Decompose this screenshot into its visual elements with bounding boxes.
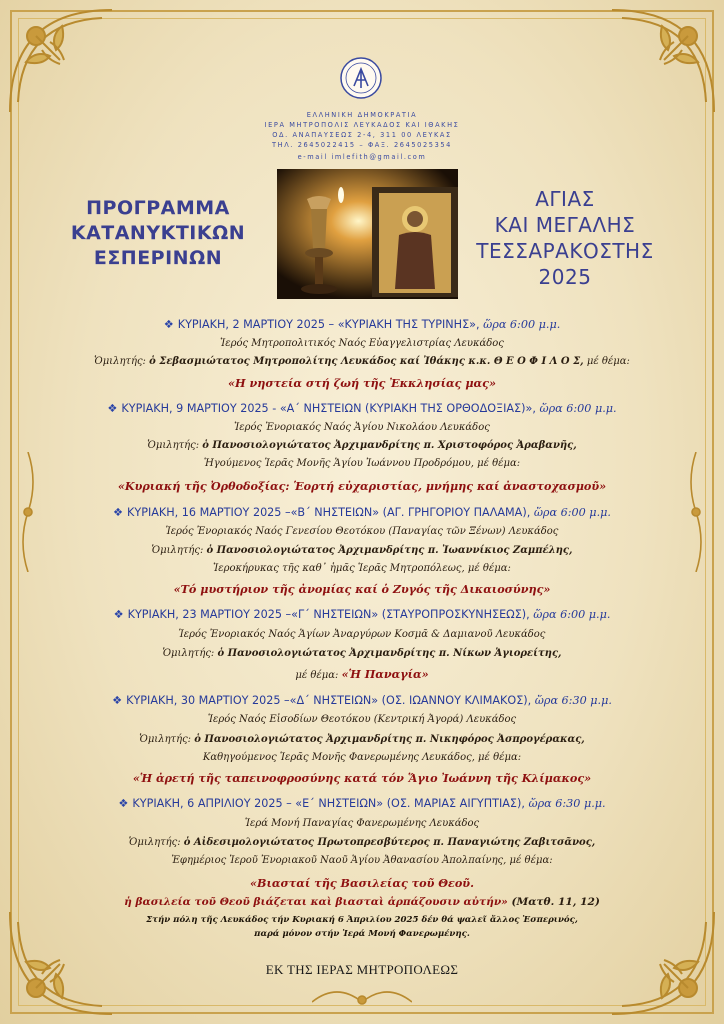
event-3-church: Ἱερός Ἐνοριακός Ναός Γενεσίου Θεοτόκου (Παναγίας τῶν Ξένων) Λευκάδος (165, 526, 559, 537)
event-4-heading (0, 608, 724, 621)
speaker-name: ὁ Πανοσιολογιώτατος Ἀρχιμανδρίτης π. Χριστοφόρος Ἀραβανῆς, (202, 440, 577, 451)
event-6-heading (0, 797, 724, 810)
event-time: ὥρα 6:30 μ.μ. (534, 694, 612, 707)
speaker-name: ὁ Πανοσιολογιώτατος Ἀρχιμανδρίτης π. Νίκων Ἁγιορείτης, (217, 648, 562, 659)
header-line-3: ΟΔ. ΑΝΑΠΑΥΣΕΩΣ 2-4, 311 00 ΛΕΥΚΑΣ (272, 131, 452, 139)
event-4-church: Ἱερός Ἐνοριακός Ναός Ἁγίων Ἀναργύρων Κοσμᾶ & Δαμιανοῦ Λευκάδος (178, 629, 546, 640)
event-3-speaker (0, 545, 724, 556)
event-6-speaker (0, 837, 724, 848)
title-right-line: ΚΑΙ ΜΕΓΑΛΗΣ (494, 213, 636, 237)
diamond-bullet-icon: ❖ (113, 506, 124, 519)
event-title: ΚΥΡΙΑΚΗ, 30 ΜΑΡΤΙΟΥ 2025 –«Δ΄ ΝΗΣΤΕΙΩΝ» (ΟΣ. ΙΩΑΝΝΟΥ ΚΛΙΜΑΚΟΣ), (126, 694, 532, 707)
event-time: ὥρα 6:00 μ.μ. (533, 608, 611, 621)
corner-ornament-top-right (602, 2, 722, 122)
metropolis-seal-logo (339, 56, 383, 100)
event-time: ὥρα 6:00 μ.μ. (539, 402, 617, 415)
speaker-prefix: Ὁμιλητής: (162, 648, 215, 659)
note-line-1: Στήν πόλη τῆς Λευκάδος τήν Κυριακή 6 Ἀπριλίου 2025 δέν θά ψαλεῖ ἄλλος Ἑσπερινός, (146, 915, 578, 925)
title-left-line: ΚΑΤΑΝΥΚΤΙΚΩΝ (70, 222, 246, 244)
diamond-bullet-icon: ❖ (163, 318, 174, 331)
theme-quote: ἡ βασιλεία τοῦ Θεοῦ βιάζεται καὶ βιασταὶ ἁρπάζουσιν αὐτήν» (124, 896, 508, 908)
event-title: ΚΥΡΙΑΚΗ, 6 ΑΠΡΙΛΙΟΥ 2025 – «Ε΄ ΝΗΣΤΕΙΩΝ» (ΟΣ. ΜΑΡΙΑΣ ΑΙΓΥΠΤΙΑΣ), (132, 797, 525, 810)
header-email[interactable]: e-mail imlefith@gmail.com (297, 153, 427, 161)
event-4-theme: «Ἡ Παναγία» (341, 667, 429, 681)
event-6-church: Ἱερά Μονή Παναγίας Φανερωμένης Λευκάδος (244, 818, 480, 829)
event-6-theme-quote (0, 896, 724, 908)
event-2-speaker (0, 440, 724, 451)
header-line-1: ΕΛΛΗΝΙΚΗ ΔΗΜΟΚΡΑΤΙΑ (306, 111, 418, 119)
event-2-church: Ἱερός Ἐνοριακός Ναός Ἁγίου Νικολάου Λευκάδος (234, 422, 490, 433)
title-right-line: 2025 (538, 265, 592, 289)
note-line-2: παρά μόνον στήν Ἱερά Μονή Φανερωμένης. (254, 929, 470, 939)
event-5-speaker-role: Καθηγούμενος Ἱερᾶς Μονῆς Φανερωμένης Λευκάδος, μέ θέμα: (202, 752, 522, 763)
speaker-prefix: Ὁμιλητής: (128, 837, 181, 848)
event-title: ΚΥΡΙΑΚΗ, 23 ΜΑΡΤΙΟΥ 2025 –«Γ΄ ΝΗΣΤΕΙΩΝ» (ΣΤΑΥΡΟΠΡΟΣΚΥΝΗΣΕΩΣ), (127, 608, 530, 621)
event-5-heading (0, 694, 724, 707)
theme-prefix: μέ θέμα: (295, 670, 339, 681)
header-line-4: ΤΗΛ. 2645022415 – ΦΑΞ. 2645025354 (272, 141, 452, 149)
title-right-line: ΤΕΣΣΑΡΑΚΟΣΤΗΣ (476, 239, 654, 263)
speaker-name: ὁ Αἰδεσιμολογιώτατος Πρωτοπρεσβύτερος π. Παναγιώτης Ζαβιτσᾶνος, (183, 837, 596, 848)
header-line-2: ΙΕΡΑ ΜΗΤΡΟΠΟΛΙΣ ΛΕΥΚΑΔΟΣ ΚΑΙ ΙΘΑΚΗΣ (264, 121, 460, 129)
corner-ornament-top-left (2, 2, 122, 122)
event-5-theme: «Ἡ ἀρετή τῆς ταπεινοφροσύνης κατά τόν Ἅγιο Ἰωάννη τῆς Κλίμακος» (132, 771, 592, 785)
event-time: ὥρα 6:00 μ.μ. (533, 506, 611, 519)
title-right-line: ΑΓΙΑΣ (535, 187, 595, 211)
event-6-speaker-role: Ἐφημέριος Ἱεροῦ Ἐνοριακοῦ Ναοῦ Ἁγίου Ἀθανασίου Ἀπολπαίνης, μέ θέμα: (171, 855, 553, 866)
title-right (460, 186, 670, 290)
event-3-heading (0, 506, 724, 519)
diamond-bullet-icon: ❖ (107, 402, 118, 415)
event-1-heading (0, 318, 724, 331)
event-title: ΚΥΡΙΑΚΗ, 9 ΜΑΡΤΙΟΥ 2025 - «Α΄ ΝΗΣΤΕΙΩΝ (ΚΥΡΙΑΚΗ ΤΗΣ ΟΡΘΟΔΟΞΙΑΣ)», (121, 402, 536, 415)
speaker-suffix: μέ θέμα: (586, 356, 630, 367)
event-4-theme-line (0, 667, 724, 681)
bottom-ornament (312, 982, 412, 1012)
event-6-theme: «Βιασταί τῆς Βασιλείας τοῦ Θεοῦ. (250, 876, 474, 890)
speaker-name: ὁ Πανοσιολογιώτατος Ἀρχιμανδρίτης π. Ἰωαννίκιος Ζαμπέλης, (206, 545, 573, 556)
icon-and-vigil-lamp-photo (277, 169, 458, 299)
event-1-speaker (0, 356, 724, 367)
event-3-speaker-role: Ἱεροκήρυκας τῆς καθ᾽ ἡμᾶς Ἱερᾶς Μητροπόλεως, μέ θέμα: (213, 563, 511, 574)
signature: ΕΚ ΤΗΣ ΙΕΡΑΣ ΜΗΤΡΟΠΟΛΕΩΣ (265, 962, 459, 977)
event-2-theme: «Κυριακή τῆς Ὀρθοδοξίας: Ἑορτή εὐχαριστίας, μνήμης καί ἀναστοχασμοῦ» (117, 479, 607, 493)
event-5-church: Ἱερός Ναός Εἰσοδίων Θεοτόκου (Κεντρική Ἀγορά) Λευκάδος (207, 714, 517, 725)
speaker-prefix: Ὁμιλητής: (94, 356, 146, 367)
event-time: ὥρα 6:30 μ.μ. (528, 797, 606, 810)
speaker-name: ὁ Σεβασμιώτατος Μητροπολίτης Λευκάδος καί Ἰθάκης κ.κ. Θ Ε Ο Φ Ι Λ Ο Σ, (149, 356, 584, 367)
diamond-bullet-icon: ❖ (112, 694, 123, 707)
event-2-heading (0, 402, 724, 415)
event-4-speaker (0, 648, 724, 659)
event-1-theme: «Η νηστεία στή ζωή τῆς Ἐκκλησίας μας» (228, 376, 496, 390)
title-left-line: ΕΣΠΕΡΙΝΩΝ (93, 247, 223, 269)
diamond-bullet-icon: ❖ (118, 797, 129, 810)
speaker-prefix: Ὁμιλητής: (151, 545, 204, 556)
event-2-speaker-role: Ἡγούμενος Ἱερᾶς Μονῆς Ἁγίου Ἰωάννου Προδρόμου, μέ θέμα: (203, 458, 521, 469)
diamond-bullet-icon: ❖ (113, 608, 124, 621)
event-3-theme: «Τό μυστήριον τῆς ἀνομίας καί ὁ Ζυγός τῆς Δικαιοσύνης» (173, 582, 551, 596)
speaker-prefix: Ὁμιλητής: (139, 734, 192, 745)
event-time: ὥρα 6:00 μ.μ. (483, 318, 561, 331)
title-left (58, 196, 258, 271)
title-left-line: ΠΡΟΓΡΑΜΜΑ (86, 197, 230, 219)
speaker-name: ὁ Πανοσιολογιώτατος Ἀρχιμανδρίτης π. Νικηφόρος Ἀσπρογέρακας, (194, 734, 585, 745)
event-5-speaker (0, 734, 724, 745)
event-title: ΚΥΡΙΑΚΗ, 2 ΜΑΡΤΙΟΥ 2025 – «ΚΥΡΙΑΚΗ ΤΗΣ ΤΥΡΙΝΗΣ», (177, 318, 480, 331)
scripture-reference: (Ματθ. 11, 12) (511, 896, 600, 908)
event-title: ΚΥΡΙΑΚΗ, 16 ΜΑΡΤΙΟΥ 2025 –«Β΄ ΝΗΣΤΕΙΩΝ» (ΑΓ. ΓΡΗΓΟΡΙΟΥ ΠΑΛΑΜΑ), (127, 506, 531, 519)
speaker-prefix: Ὁμιλητής: (147, 440, 200, 451)
event-1-church: Ἱερός Μητροπολιτικός Ναός Εὐαγγελιστρίας Λευκάδος (220, 338, 504, 349)
